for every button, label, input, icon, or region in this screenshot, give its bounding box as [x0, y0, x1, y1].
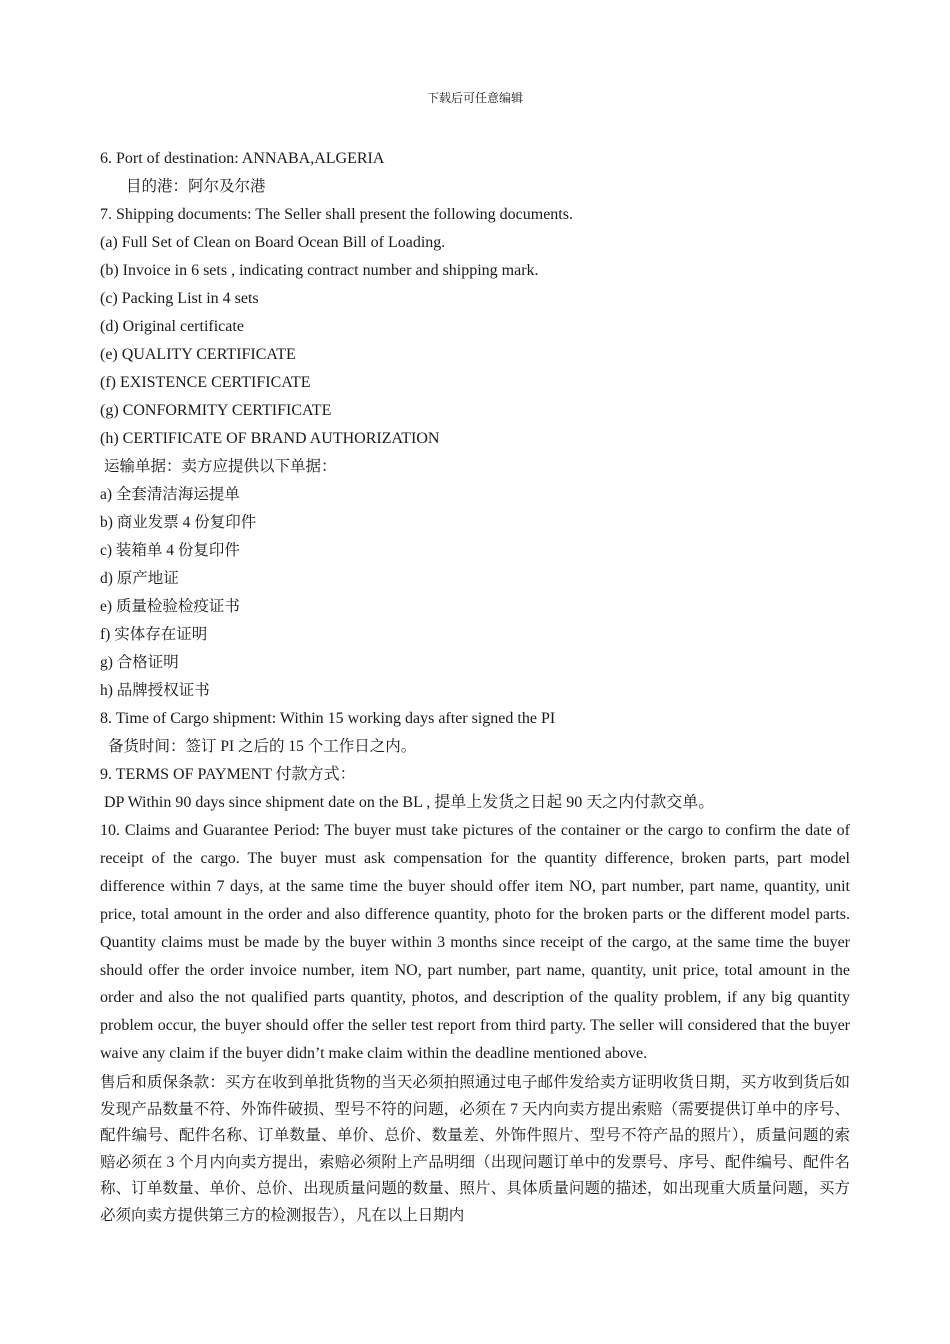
clause-line: (e) QUALITY CERTIFICATE — [100, 346, 296, 363]
clause-line: (f) EXISTENCE CERTIFICATE — [100, 374, 311, 391]
document-body — [100, 145, 850, 1229]
clause-line: (a) Full Set of Clean on Board Ocean Bill of Loading. — [100, 234, 446, 251]
clause-line: a) 全套清洁海运提单 — [100, 486, 240, 503]
clause-line: 8. Time of Cargo shipment: Within 15 working days after signed the PI — [100, 710, 556, 727]
clause-lines — [100, 145, 850, 817]
clause-line: f) 实体存在证明 — [100, 626, 208, 643]
clause-line: 7. Shipping documents: The Seller shall present the following documents. — [100, 206, 573, 223]
clause-line: (g) CONFORMITY CERTIFICATE — [100, 402, 332, 419]
claims-paragraph: 10. Claims and Guarantee Period: The buyer must take pictures of the container or the cargo to confirm the date of receipt of the cargo. The buyer must ask compensation for the quantity difference, broken parts, part model difference within 7 days, at the same time the buyer should offer item NO, part number, part name, quantity, unit price, total amount in the order and also difference quantity, photo for the broken parts or the different model parts. Quantity claims must be made by the buyer within 3 months since receipt of the cargo, at the same time the buyer should offer the order invoice number, item NO, part number, part name, quantity, unit price, total amount in the order and also the not qualified parts quantity, photos, and description of the quality problem, if any big quantity problem occur, the buyer should offer the seller test report from third party. The seller will considered that the buyer waive any claim if the buyer didn’t make claim within the deadline mentioned above. — [100, 822, 850, 1063]
clause-line: DP Within 90 days since shipment date on the BL , 提单上发货之日起 90 天之内付款交单。 — [104, 794, 715, 811]
clause-line: 9. TERMS OF PAYMENT 付款方式： — [100, 766, 356, 783]
page-header: 下载后可任意编辑 — [426, 91, 523, 105]
clause-line: e) 质量检验检疫证书 — [100, 598, 240, 615]
clause-line: 6. Port of destination: ANNABA,ALGERIA — [100, 150, 385, 167]
claims-paragraph-cn: 售后和质保条款：买方在收到单批货物的当天必须拍照通过电子邮件发给卖方证明收货日期，买方收到货后如发现产品数量不符、外饰件破损、型号不符的问题，必须在 7 天内向卖方提出索赔（需要提供订单中的序号、配件编号、配件名称、订单数量、单价、总价、数量差、外饰件照片、型号不符产品的照片），质量问题的索赔必须在 3 个月内向卖方提出，索赔必须附上产品明细（出现问题订单中的发票号、序号、配件编号、配件名称、订单数量、单价、总价、出现质量问题的数量、照片、具体质量问题的描述，如出现重大质量问题，买方必须向卖方提供第三方的检测报告），凡在以上日期内 — [100, 1074, 850, 1224]
clause-line: (b) Invoice in 6 sets , indicating contract number and shipping mark. — [100, 262, 539, 279]
clause-line: 备货时间：签订 PI 之后的 15 个工作日之内。 — [108, 738, 417, 755]
clause-line: c) 装箱单 4 份复印件 — [100, 542, 240, 559]
clause-line: d) 原产地证 — [100, 570, 179, 587]
clause-line: (c) Packing List in 4 sets — [100, 290, 259, 307]
clause-line: (d) Original certificate — [100, 318, 244, 335]
clause-line: b) 商业发票 4 份复印件 — [100, 514, 257, 531]
clause-line: (h) CERTIFICATE OF BRAND AUTHORIZATION — [100, 430, 440, 447]
clause-line: h) 品牌授权证书 — [100, 682, 210, 699]
clause-line: 目的港：阿尔及尔港 — [126, 178, 266, 195]
clause-line: g) 合格证明 — [100, 654, 179, 671]
clause-line: 运输单据：卖方应提供以下单据： — [104, 458, 337, 475]
